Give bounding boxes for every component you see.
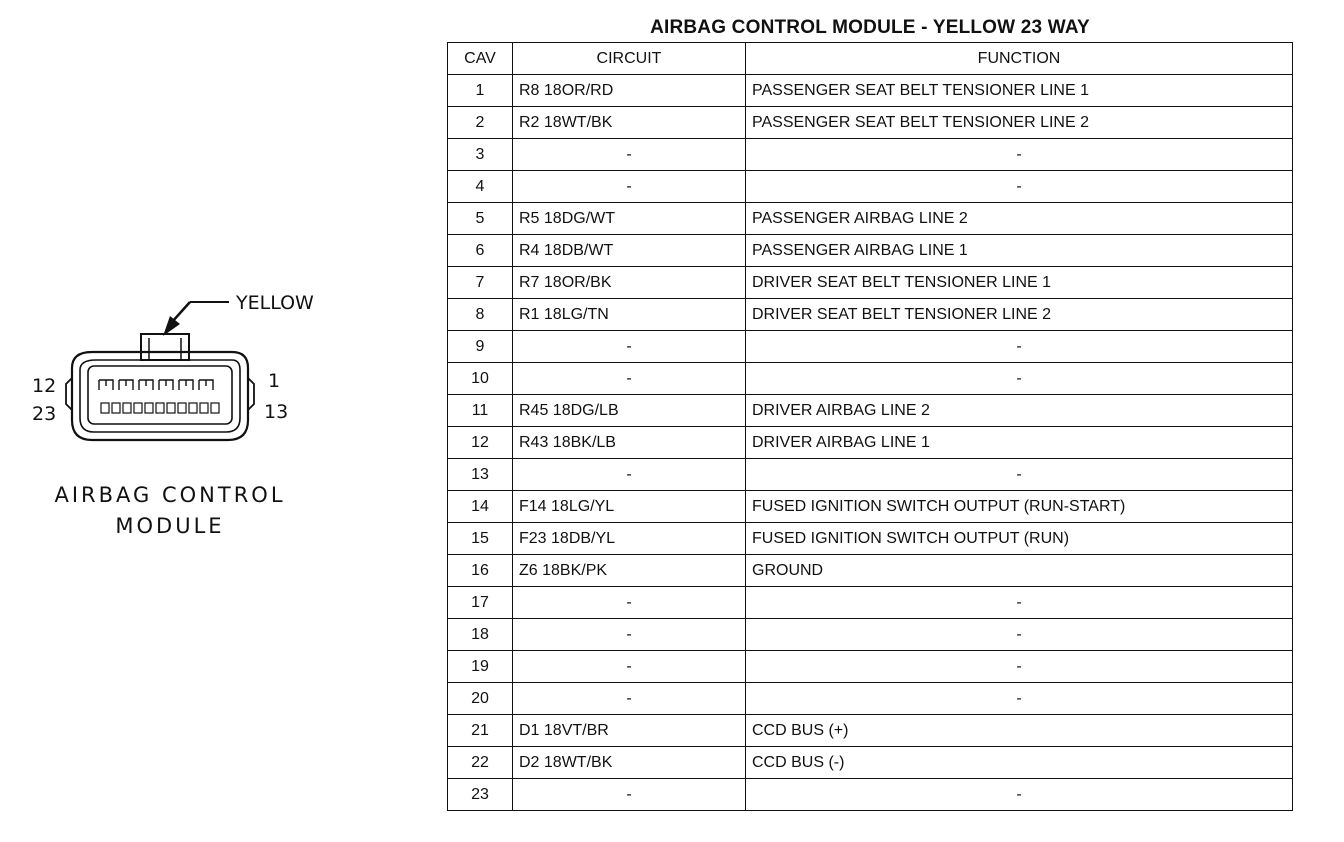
connector-color-label: YELLOW xyxy=(236,292,314,314)
cav-cell: 23 xyxy=(448,779,513,811)
circuit-cell: - xyxy=(513,363,746,395)
pin-number-bottom-right: 13 xyxy=(264,401,289,423)
circuit-cell: - xyxy=(513,139,746,171)
function-cell: DRIVER AIRBAG LINE 2 xyxy=(746,395,1293,427)
cav-cell: 14 xyxy=(448,491,513,523)
table-row xyxy=(448,491,1293,523)
table-row xyxy=(448,395,1293,427)
cav-cell: 6 xyxy=(448,235,513,267)
function-cell: DRIVER SEAT BELT TENSIONER LINE 1 xyxy=(746,267,1293,299)
table-row xyxy=(448,235,1293,267)
function-cell: - xyxy=(746,171,1293,203)
table-row xyxy=(448,619,1293,651)
table-row xyxy=(448,171,1293,203)
function-cell: CCD BUS (+) xyxy=(746,715,1293,747)
cav-cell: 16 xyxy=(448,555,513,587)
cav-cell: 4 xyxy=(448,171,513,203)
cav-cell: 17 xyxy=(448,587,513,619)
circuit-cell: R1 18LG/TN xyxy=(513,299,746,331)
table-row xyxy=(448,139,1293,171)
circuit-cell: D1 18VT/BR xyxy=(513,715,746,747)
function-cell: - xyxy=(746,363,1293,395)
table-row xyxy=(448,107,1293,139)
function-cell: PASSENGER AIRBAG LINE 1 xyxy=(746,235,1293,267)
circuit-cell: Z6 18BK/PK xyxy=(513,555,746,587)
cav-cell: 19 xyxy=(448,651,513,683)
table-row xyxy=(448,779,1293,811)
circuit-cell: - xyxy=(513,587,746,619)
function-cell: - xyxy=(746,459,1293,491)
cav-cell: 9 xyxy=(448,331,513,363)
header-function: FUNCTION xyxy=(746,43,1293,75)
circuit-cell: - xyxy=(513,331,746,363)
function-cell: - xyxy=(746,779,1293,811)
circuit-cell: - xyxy=(513,459,746,491)
circuit-cell: R4 18DB/WT xyxy=(513,235,746,267)
cav-cell: 8 xyxy=(448,299,513,331)
circuit-cell: - xyxy=(513,779,746,811)
function-cell: - xyxy=(746,619,1293,651)
circuit-cell: - xyxy=(513,683,746,715)
cav-cell: 22 xyxy=(448,747,513,779)
table-row xyxy=(448,299,1293,331)
circuit-cell: - xyxy=(513,651,746,683)
cav-cell: 11 xyxy=(448,395,513,427)
function-cell: - xyxy=(746,139,1293,171)
function-cell: CCD BUS (-) xyxy=(746,747,1293,779)
function-cell: GROUND xyxy=(746,555,1293,587)
table-row xyxy=(448,747,1293,779)
function-cell: PASSENGER AIRBAG LINE 2 xyxy=(746,203,1293,235)
circuit-cell: R43 18BK/LB xyxy=(513,427,746,459)
cav-cell: 3 xyxy=(448,139,513,171)
header-circuit: CIRCUIT xyxy=(513,43,746,75)
connector-diagram xyxy=(0,0,440,842)
table-row xyxy=(448,363,1293,395)
header-cav: CAV xyxy=(448,43,513,75)
table-row xyxy=(448,459,1293,491)
table-header-row xyxy=(448,43,1293,75)
table-row xyxy=(448,683,1293,715)
cav-cell: 2 xyxy=(448,107,513,139)
circuit-cell: R7 18OR/BK xyxy=(513,267,746,299)
circuit-cell: R8 18OR/RD xyxy=(513,75,746,107)
pin-number-bottom-left: 23 xyxy=(32,403,57,425)
table-row xyxy=(448,203,1293,235)
module-label-line2: MODULE xyxy=(115,514,225,538)
cav-cell: 5 xyxy=(448,203,513,235)
table-row xyxy=(448,587,1293,619)
cav-cell: 20 xyxy=(448,683,513,715)
table-row xyxy=(448,75,1293,107)
cav-cell: 18 xyxy=(448,619,513,651)
pin-number-top-right: 1 xyxy=(268,370,281,392)
cav-cell: 13 xyxy=(448,459,513,491)
table-row xyxy=(448,523,1293,555)
circuit-cell: - xyxy=(513,171,746,203)
function-cell: PASSENGER SEAT BELT TENSIONER LINE 1 xyxy=(746,75,1293,107)
connector-housing xyxy=(66,334,254,440)
circuit-cell: R45 18DG/LB xyxy=(513,395,746,427)
circuit-cell: F14 18LG/YL xyxy=(513,491,746,523)
table-title: AIRBAG CONTROL MODULE - YELLOW 23 WAY xyxy=(650,17,1090,38)
function-cell: DRIVER AIRBAG LINE 1 xyxy=(746,427,1293,459)
function-cell: - xyxy=(746,651,1293,683)
cav-cell: 10 xyxy=(448,363,513,395)
circuit-cell: R2 18WT/BK xyxy=(513,107,746,139)
function-cell: FUSED IGNITION SWITCH OUTPUT (RUN) xyxy=(746,523,1293,555)
cav-cell: 15 xyxy=(448,523,513,555)
function-cell: - xyxy=(746,587,1293,619)
table-row xyxy=(448,715,1293,747)
function-cell: FUSED IGNITION SWITCH OUTPUT (RUN-START) xyxy=(746,491,1293,523)
circuit-cell: F23 18DB/YL xyxy=(513,523,746,555)
function-cell: DRIVER SEAT BELT TENSIONER LINE 2 xyxy=(746,299,1293,331)
pin-number-top-left: 12 xyxy=(32,375,57,397)
cav-cell: 12 xyxy=(448,427,513,459)
module-label-line1: AIRBAG CONTROL xyxy=(54,483,286,507)
function-cell: - xyxy=(746,331,1293,363)
circuit-cell: R5 18DG/WT xyxy=(513,203,746,235)
cav-cell: 21 xyxy=(448,715,513,747)
table-row xyxy=(448,555,1293,587)
table-row xyxy=(448,427,1293,459)
table-row xyxy=(448,331,1293,363)
circuit-cell: D2 18WT/BK xyxy=(513,747,746,779)
cav-cell: 7 xyxy=(448,267,513,299)
function-cell: - xyxy=(746,683,1293,715)
function-cell: PASSENGER SEAT BELT TENSIONER LINE 2 xyxy=(746,107,1293,139)
table-row xyxy=(448,651,1293,683)
circuit-cell: - xyxy=(513,619,746,651)
pinout-table xyxy=(447,42,1293,811)
cav-cell: 1 xyxy=(448,75,513,107)
table-row xyxy=(448,267,1293,299)
